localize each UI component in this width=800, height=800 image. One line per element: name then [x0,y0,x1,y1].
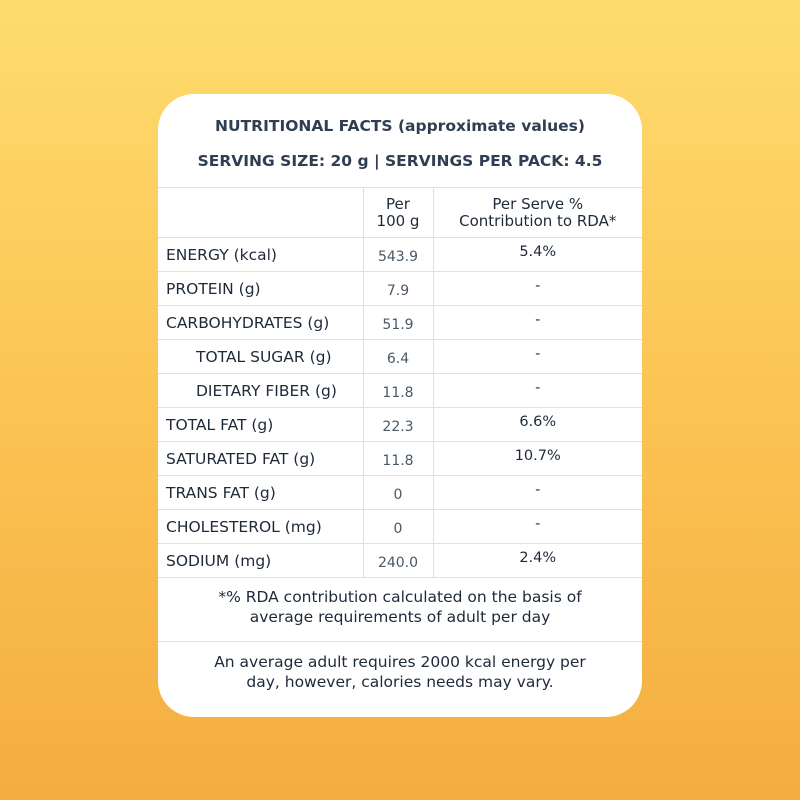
rda-value: - [433,476,642,510]
rda-value: - [433,340,642,374]
rda-column-header [433,188,642,238]
table-row [158,340,642,374]
rda-header-line1: Per Serve % [492,194,584,213]
nutrient-name: DIETARY FIBER (g) [158,374,363,408]
nutrient-name: PROTEIN (g) [158,272,363,306]
table-row [158,374,642,408]
nutrient-name: ENERGY (kcal) [158,238,363,272]
energy-advisory-line1: An average adult requires 2000 kcal energy per [214,653,586,671]
per-100g-header-line1: Per [386,194,410,213]
per-100g-value: 22.3 [363,408,433,442]
energy-advisory [158,642,642,692]
rda-header-line2: Contribution to RDA* [459,211,617,230]
energy-advisory-line2: day, however, calories needs may vary. [246,673,554,691]
rda-value: 2.4% [433,544,642,578]
per-100g-value: 7.9 [363,272,433,306]
per-100g-value: 6.4 [363,340,433,374]
rda-value: 10.7% [433,442,642,476]
nutrition-facts-card [158,94,642,717]
per-100g-value: 543.9 [363,238,433,272]
nutrient-name: SODIUM (mg) [158,544,363,578]
label-header [158,94,642,187]
nutrient-name: CARBOHYDRATES (g) [158,306,363,340]
nutrient-name: SATURATED FAT (g) [158,442,363,476]
per-100g-column-header [363,188,433,238]
rda-value: - [433,374,642,408]
rda-footnote-line2: average requirements of adult per day [249,608,551,626]
table-row [158,238,642,272]
table-row [158,544,642,578]
per-100g-value: 51.9 [363,306,433,340]
rda-footnote [158,578,642,642]
rda-value: 5.4% [433,238,642,272]
per-100g-value: 0 [363,510,433,544]
nutrient-name: TOTAL FAT (g) [158,408,363,442]
per-100g-value: 240.0 [363,544,433,578]
nutrition-table [158,187,642,578]
table-row [158,306,642,340]
rda-value: - [433,306,642,340]
rda-value: - [433,510,642,544]
rda-footnote-line1: *% RDA contribution calculated on the basis of [218,588,582,606]
table-row [158,442,642,476]
per-100g-value: 11.8 [363,374,433,408]
serving-info: SERVING SIZE: 20 g | SERVINGS PER PACK: 4.5 [197,152,603,170]
nutrient-name: CHOLESTEROL (mg) [158,510,363,544]
label-title: NUTRITIONAL FACTS (approximate values) [215,117,585,135]
table-row [158,272,642,306]
table-row [158,510,642,544]
table-header-row [158,188,642,238]
table-row [158,408,642,442]
nutrient-column-header [158,188,363,238]
rda-value: 6.6% [433,408,642,442]
nutrient-name: TRANS FAT (g) [158,476,363,510]
rda-value: - [433,272,642,306]
per-100g-value: 11.8 [363,442,433,476]
per-100g-value: 0 [363,476,433,510]
table-row [158,476,642,510]
per-100g-header-line2: 100 g [376,211,420,230]
nutrient-name: TOTAL SUGAR (g) [158,340,363,374]
